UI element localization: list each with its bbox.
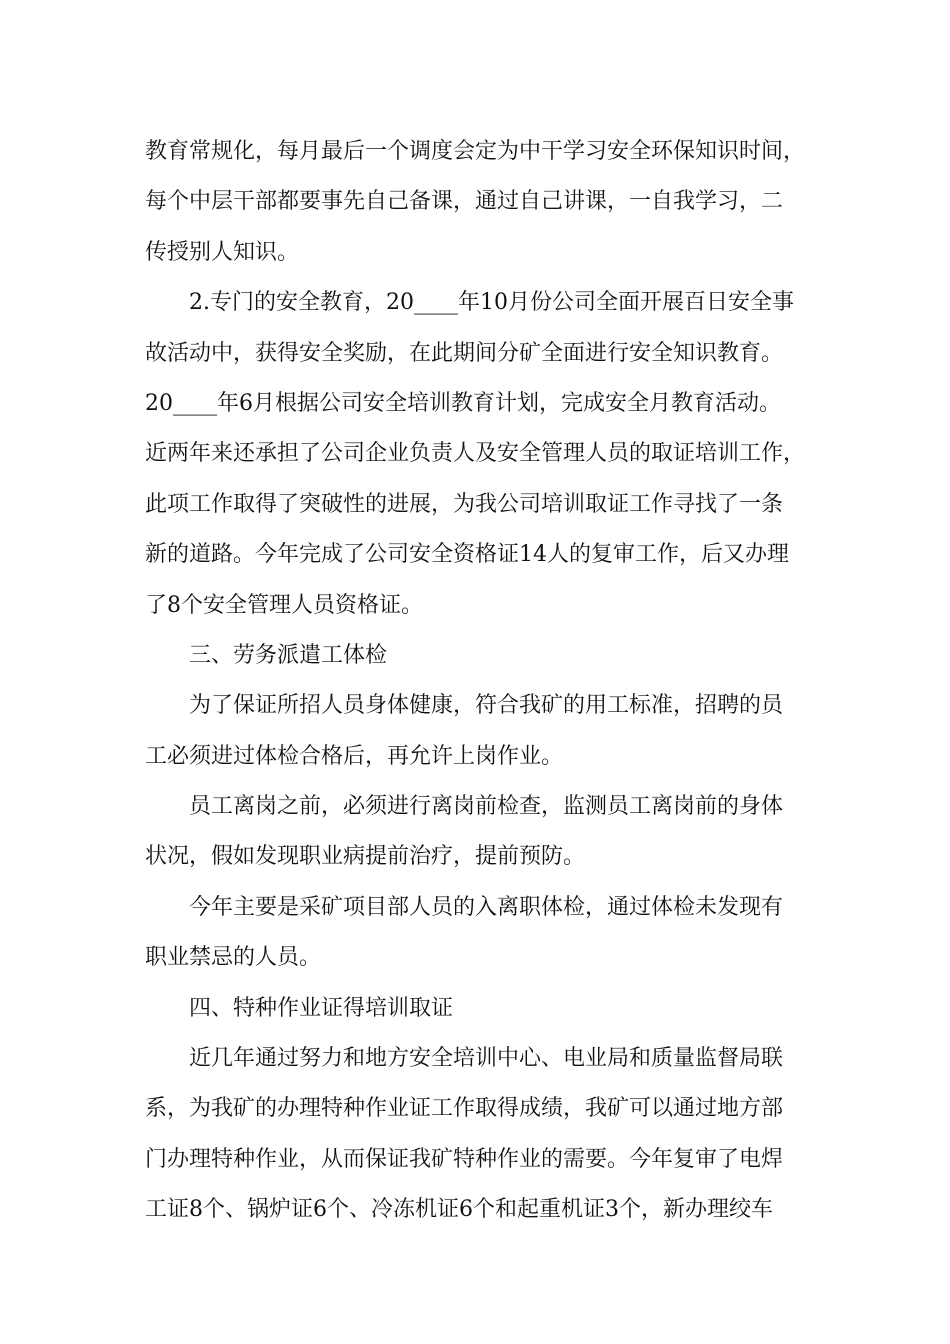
body-line: 状况，假如发现职业病提前治疗，提前预防。 — [145, 844, 586, 870]
body-line: 系，为我矿的办理特种作业证工作取得成绩，我矿可以通过地方部 — [145, 1096, 784, 1122]
body-line: 今年主要是采矿项目部人员的入离职体检，通过体检未发现有 — [189, 894, 784, 920]
body-line: 此项工作取得了突破性的进展，为我公司培训取证工作寻找了一条 — [145, 491, 784, 517]
body-line: 传授别人知识。 — [145, 239, 300, 265]
body-line: 职业禁忌的人员。 — [145, 945, 322, 971]
document-body — [145, 127, 810, 1236]
body-line: 新的道路。今年完成了公司安全资格证14人的复审工作，后又办理 — [145, 542, 789, 568]
body-line: 工证8个、锅炉证6个、冷冻机证6个和起重机证3个，新办理绞车 — [145, 1197, 773, 1223]
body-line: 故活动中，获得安全奖励，在此期间分矿全面进行安全知识教育。 — [145, 340, 784, 366]
body-line: 教育常规化，每月最后一个调度会定为中干学习安全环保知识时间， — [145, 139, 806, 164]
body-line: 工必须进过体检合格后，再允许上岗作业。 — [145, 743, 564, 769]
body-line: 近几年通过努力和地方安全培训中心、电业局和质量监督局联 — [189, 1046, 784, 1072]
body-line: 为了保证所招人员身体健康，符合我矿的用工标准，招聘的员 — [189, 693, 784, 719]
section-heading: 四、特种作业证得培训取证 — [189, 995, 454, 1021]
body-line: 员工离岗之前，必须进行离岗前检查，监测员工离岗前的身体 — [189, 794, 784, 820]
body-line: 每个中层干部都要事先自己备课，通过自己讲课，一自我学习，二 — [145, 189, 784, 215]
section-heading: 三、劳务派遣工体检 — [189, 642, 388, 668]
body-line: 2.专门的安全教育，20____年10月份公司全面开展百日安全事 — [189, 290, 794, 316]
body-line: 门办理特种作业，从而保证我矿特种作业的需要。今年复审了电焊 — [145, 1146, 784, 1172]
body-line: 了8个安全管理人员资格证。 — [145, 592, 423, 618]
body-line: 20____年6月根据公司安全培训教育计划，完成安全月教育活动。 — [145, 390, 781, 416]
body-line: 近两年来还承担了公司企业负责人及安全管理人员的取证培训工作， — [145, 441, 806, 467]
